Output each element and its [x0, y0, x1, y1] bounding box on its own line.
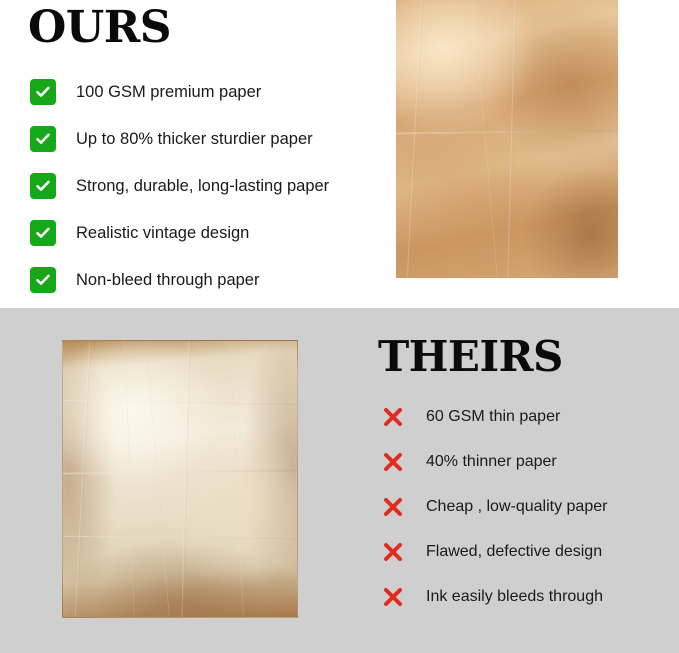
theirs-panel — [0, 308, 679, 653]
list-item — [378, 529, 679, 574]
ours-feature-list — [28, 68, 396, 303]
list-item-label: Strong, durable, long-lasting paper — [76, 176, 330, 195]
list-item — [28, 68, 396, 115]
check-icon — [28, 218, 58, 248]
theirs-content — [360, 308, 679, 653]
check-icon — [28, 171, 58, 201]
cross-icon — [378, 447, 408, 477]
cross-icon — [378, 402, 408, 432]
list-item-label: Realistic vintage design — [76, 223, 250, 242]
list-item — [378, 394, 679, 439]
ours-panel — [0, 0, 679, 308]
list-item — [378, 439, 679, 484]
list-item-label: Non-bleed through paper — [76, 270, 260, 289]
list-item-label: Ink easily bleeds through — [426, 587, 603, 605]
list-item — [378, 574, 679, 619]
check-icon — [28, 124, 58, 154]
list-item — [28, 162, 396, 209]
cross-icon — [378, 537, 408, 567]
cross-icon — [378, 492, 408, 522]
ours-heading: OURS — [28, 2, 172, 53]
check-icon — [28, 265, 58, 295]
list-item-label: 100 GSM premium paper — [76, 82, 262, 101]
theirs-feature-list — [378, 394, 679, 619]
theirs-heading: THEIRS — [378, 332, 563, 381]
ours-image-area — [396, 0, 679, 308]
list-item — [378, 484, 679, 529]
list-item — [28, 115, 396, 162]
vintage-paper-swatch — [396, 0, 618, 278]
list-item-label: 40% thinner paper — [426, 452, 557, 470]
ours-content — [0, 0, 396, 308]
crumpled-paper-swatch — [62, 340, 298, 618]
theirs-image-area — [0, 308, 360, 653]
list-item — [28, 209, 396, 256]
check-icon — [28, 77, 58, 107]
list-item-label: Up to 80% thicker sturdier paper — [76, 129, 313, 148]
list-item-label: 60 GSM thin paper — [426, 407, 561, 425]
list-item-label: Flawed, defective design — [426, 542, 603, 560]
list-item — [28, 256, 396, 303]
list-item-label: Cheap , low-quality paper — [426, 497, 608, 515]
cross-icon — [378, 582, 408, 612]
